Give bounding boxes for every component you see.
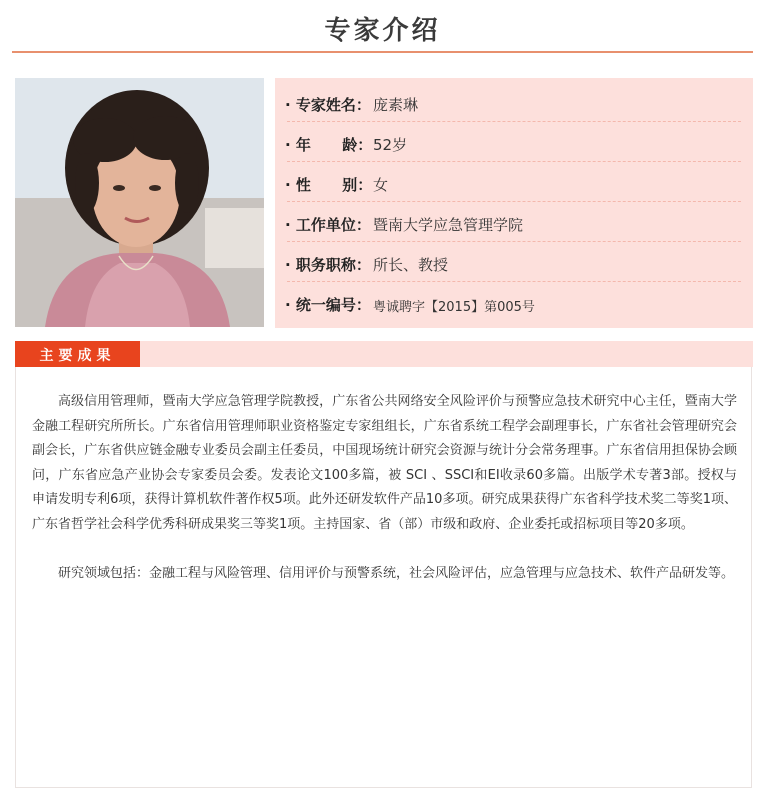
info-value: 粤诚聘字【2015】第005号 bbox=[373, 300, 535, 315]
info-value: 52岁 bbox=[373, 136, 408, 154]
info-value: 女 bbox=[373, 176, 389, 194]
info-label: · 性 别： bbox=[285, 176, 373, 194]
research-field-paragraph: 研究领域包括：金融工程与风险管理、信用评价与预警系统，社会风险评估，应急管理与应急技术、软件产品研发等。 bbox=[58, 566, 735, 581]
info-row-age bbox=[275, 122, 753, 162]
info-value: 所长、教授 bbox=[373, 256, 449, 274]
section-tab bbox=[15, 341, 140, 367]
info-label: · 统一编号： bbox=[285, 296, 371, 314]
info-label: · 专家姓名： bbox=[285, 96, 371, 114]
achievement-paragraph: 高级信用管理师，暨南大学应急管理学院教授，广东省公共网络安全风险评价与预警应急技术研究中心主任，暨南大学金融工程研究所所长。广东省信用管理师职业资格鉴定专家组组长，广东省系统工程学会副理事长，广东省社会管理研究会副会长，广东省供应链金融专业委员会副主任委员，中国现场统计研究会资源与统计分会常务理事。广东省信用担保协会顾问，广东省应急产业协会专家委员会委。发表论文100多篇，被 SCI 、SSCI和EI收录60多篇。出版学术专著3部。授权与申请发明专利6项，获得计算机软件著作权5项。此外还研发软件产品10多项。研究成果获得广东省科学技术奖二等奖1项、广东省哲学社会科学优秀科研成果奖三等奖1项。主持国家、省（部）市级和政府、企业委托或招标项目等20多项。 bbox=[32, 394, 737, 532]
info-row-workplace bbox=[275, 202, 753, 242]
info-label: · 工作单位： bbox=[285, 216, 371, 234]
info-row-gender bbox=[275, 162, 753, 202]
info-label: · 年 龄： bbox=[285, 136, 373, 154]
info-value: 庞素琳 bbox=[373, 96, 419, 114]
expert-photo bbox=[15, 78, 264, 327]
info-row-id bbox=[275, 282, 753, 322]
info-row-name bbox=[275, 82, 753, 122]
expert-info-panel bbox=[275, 78, 753, 328]
info-value: 暨南大学应急管理学院 bbox=[373, 216, 524, 234]
info-row-title bbox=[275, 242, 753, 282]
info-label: · 职务职称： bbox=[285, 256, 371, 274]
title-divider bbox=[12, 51, 753, 53]
section-title: 主要成果 bbox=[39, 348, 116, 364]
page-title: 专家介绍 bbox=[324, 16, 441, 46]
